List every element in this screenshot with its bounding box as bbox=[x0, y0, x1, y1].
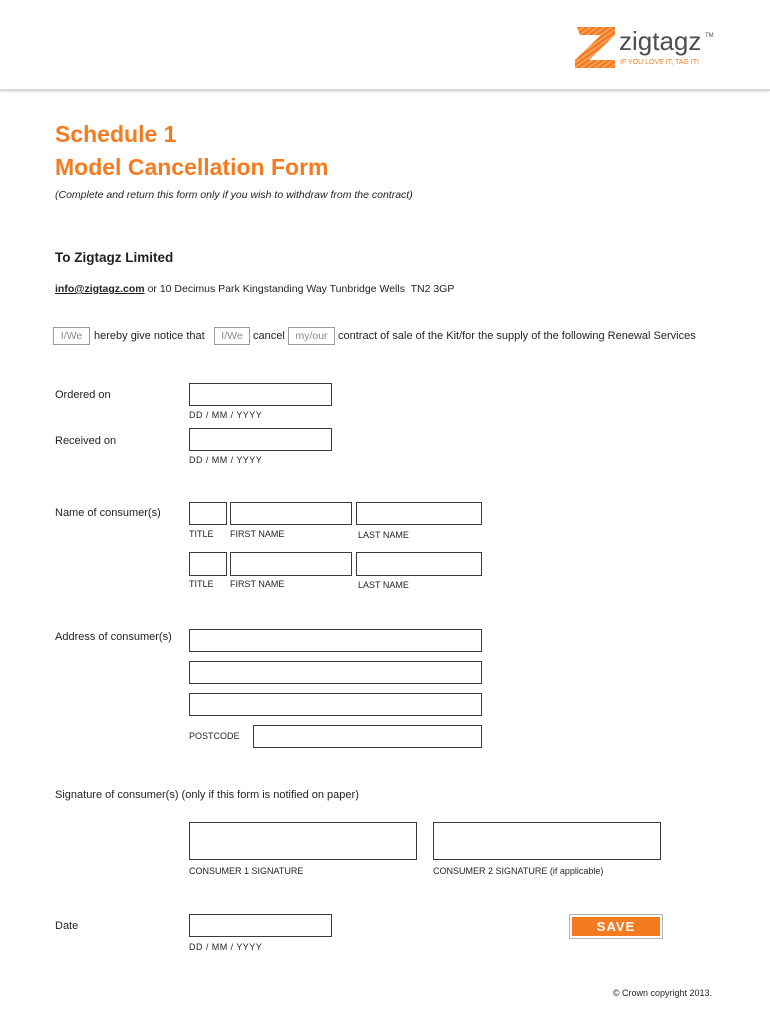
date-format-hint: DD / MM / YYYY bbox=[189, 941, 263, 952]
consumer-address-label: Address of consumer(s) bbox=[55, 630, 172, 643]
ordered-on-date-field[interactable] bbox=[189, 383, 332, 406]
consumer1-title-label: TITLE bbox=[189, 528, 214, 539]
consumer1-first-name-field[interactable] bbox=[230, 502, 352, 525]
address-line-2-field[interactable] bbox=[189, 661, 482, 684]
logo-wordmark: zigtagz bbox=[619, 26, 702, 56]
notice-text-cancel: cancel bbox=[253, 329, 285, 342]
address-line-3-field[interactable] bbox=[189, 693, 482, 716]
postcode-label: POSTCODE bbox=[189, 730, 240, 741]
received-on-date-field[interactable] bbox=[189, 428, 332, 451]
consumer-name-label: Name of consumer(s) bbox=[55, 506, 161, 519]
consumer2-last-name-label: LAST NAME bbox=[358, 579, 409, 590]
ordered-on-date-format-hint: DD / MM / YYYY bbox=[189, 409, 263, 420]
consumer1-signature-label: CONSUMER 1 SIGNATURE bbox=[189, 865, 304, 876]
consumer2-first-name-label: FIRST NAME bbox=[230, 578, 285, 589]
address-line-1-field[interactable] bbox=[189, 629, 482, 652]
consumer1-last-name-label: LAST NAME bbox=[358, 529, 409, 540]
copyright-notice: © Crown copyright 2013. bbox=[612, 987, 712, 998]
received-on-label: Received on bbox=[55, 435, 117, 447]
consumer2-signature-field[interactable] bbox=[433, 822, 661, 860]
consumer1-title-field[interactable] bbox=[189, 502, 227, 525]
logo-tagline: IF YOU LOVE IT, TAG IT! bbox=[620, 59, 699, 66]
notice-text-contract: contract of sale of the Kit/for the supply of the following Renewal Services bbox=[338, 329, 696, 342]
recipient-contact-line bbox=[55, 284, 454, 295]
postcode-field[interactable] bbox=[253, 725, 482, 748]
consumer2-title-field[interactable] bbox=[189, 552, 227, 576]
notice-subject2-field[interactable] bbox=[214, 327, 250, 345]
date-label: Date bbox=[55, 919, 79, 932]
consumer2-last-name-field[interactable] bbox=[356, 552, 482, 576]
notice-possessive-field[interactable] bbox=[288, 327, 335, 345]
recipient-postal-address: or 10 Decimus Park Kingstanding Way Tunbridge Wells TN2 3GP bbox=[147, 283, 455, 295]
save-button[interactable]: SAVE bbox=[570, 915, 662, 938]
date-field[interactable] bbox=[189, 914, 332, 937]
recipient-heading: To Zigtagz Limited bbox=[55, 250, 174, 265]
recipient-email-link[interactable]: info@zigtagz.com bbox=[55, 283, 145, 295]
page-title: Model Cancellation Form bbox=[55, 154, 329, 180]
consumer1-signature-field[interactable] bbox=[189, 822, 417, 860]
notice-text-give-notice: hereby give notice that bbox=[94, 329, 205, 342]
zigtagz-logo-icon bbox=[573, 24, 617, 70]
form-instructions: (Complete and return this form only if you wish to withdraw from the contract) bbox=[55, 189, 413, 201]
consumer2-first-name-field[interactable] bbox=[230, 552, 352, 576]
schedule-heading: Schedule 1 bbox=[55, 121, 177, 147]
consumer2-signature-label: CONSUMER 2 SIGNATURE (if applicable) bbox=[433, 865, 604, 876]
logo-trademark: TM bbox=[705, 33, 714, 39]
signature-label: Signature of consumer(s) (only if this form is notified on paper) bbox=[55, 788, 359, 801]
consumer2-title-label: TITLE bbox=[189, 578, 214, 589]
received-on-date-format-hint: DD / MM / YYYY bbox=[189, 454, 263, 465]
header-divider bbox=[0, 89, 770, 91]
consumer1-first-name-label: FIRST NAME bbox=[230, 528, 285, 539]
consumer1-last-name-field[interactable] bbox=[356, 502, 482, 525]
ordered-on-label: Ordered on bbox=[55, 388, 111, 401]
notice-subject-field[interactable] bbox=[53, 327, 90, 345]
